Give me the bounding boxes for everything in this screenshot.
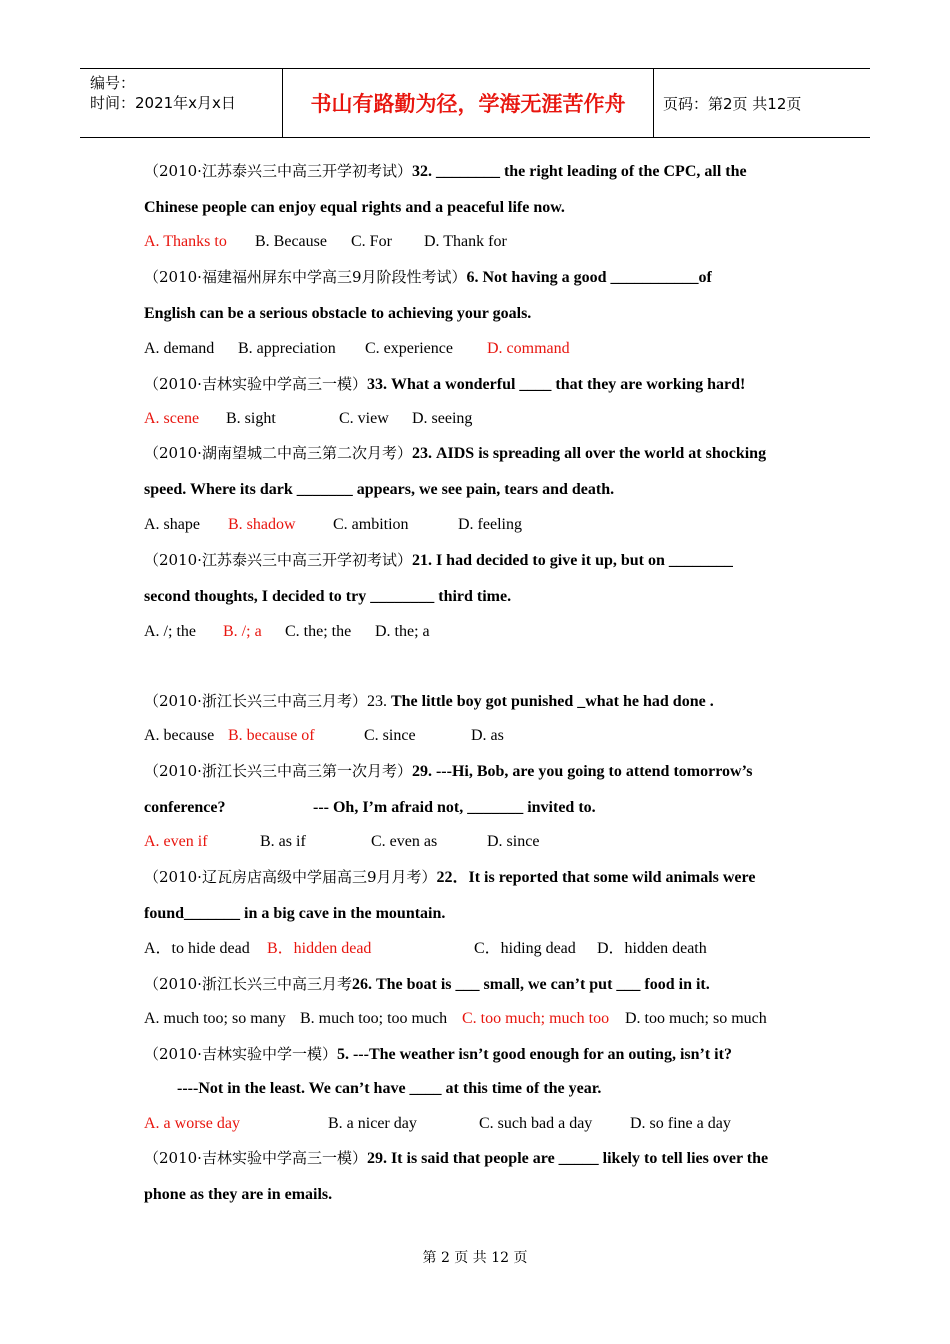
options-row bbox=[144, 939, 814, 959]
option: A. /; the bbox=[144, 623, 196, 640]
question-line: （2010·吉林实验中学高三一模）33. What a wonderful ____ that they are working hard! bbox=[144, 375, 746, 393]
option-answer: C. too much; much too bbox=[462, 1010, 610, 1027]
option: A. demand bbox=[144, 340, 215, 357]
option: D. so fine a day bbox=[630, 1115, 731, 1132]
option: D. seeing bbox=[412, 410, 473, 427]
option: C. the; the bbox=[285, 623, 352, 640]
time-label: 时间：2021年x月x日 bbox=[90, 94, 236, 112]
option: A. shape bbox=[144, 516, 200, 533]
option: D. feeling bbox=[458, 516, 522, 533]
question-line: （2010·湖南望城二中高三第二次月考）23. AIDS is spreading all over the world at shocking bbox=[144, 444, 767, 462]
id-label: 编号： bbox=[90, 74, 136, 92]
options-row bbox=[144, 1114, 814, 1134]
option: D. since bbox=[487, 833, 540, 850]
question-line: phone as they are in emails. bbox=[144, 1186, 333, 1203]
options-row bbox=[144, 726, 814, 746]
option-answer: D. command bbox=[487, 340, 570, 357]
options-row bbox=[144, 832, 814, 852]
option-answer: A. scene bbox=[144, 410, 200, 427]
question-line: （2010·江苏泰兴三中高三开学初考试）21. I had decided to give it up, but on ________ bbox=[144, 551, 733, 569]
option: B. a nicer day bbox=[328, 1115, 417, 1132]
option: D．hidden death bbox=[597, 940, 707, 957]
option: B. appreciation bbox=[238, 340, 336, 357]
option: D. the; a bbox=[375, 623, 430, 640]
option: B. much too; too much bbox=[300, 1010, 448, 1027]
option-answer: B. shadow bbox=[228, 516, 296, 533]
options-row bbox=[144, 232, 814, 252]
option: D. Thank for bbox=[424, 233, 507, 250]
question-line: （2010·浙江长兴三中高三月考26. The boat is ___ small, we can’t put ___ food in it. bbox=[144, 975, 710, 993]
option: C. even as bbox=[371, 833, 438, 850]
option: C. view bbox=[339, 410, 389, 427]
option: C. For bbox=[351, 233, 392, 250]
question-line: （2010·辽瓦房店高级中学届高三9月月考）22．It is reported that some wild animals were bbox=[144, 868, 756, 886]
options-row bbox=[144, 515, 814, 535]
header-table bbox=[80, 68, 870, 138]
option: A. because bbox=[144, 727, 215, 744]
header-meta bbox=[80, 69, 282, 137]
question-line: （2010·吉林实验中学一模）5. ---The weather isn’t good enough for an outing, isn’t it? bbox=[144, 1045, 732, 1063]
question-line: （2010·浙江长兴三中高三第一次月考）29. ---Hi, Bob, are you going to attend tomorrow’s bbox=[144, 762, 753, 780]
question-line: conference? --- Oh, I’m afraid not, _______ invited to. bbox=[144, 799, 596, 816]
option: B. sight bbox=[226, 410, 276, 427]
question-line: （2010·江苏泰兴三中高三开学初考试）32. ________ the right leading of the CPC, all the bbox=[144, 162, 747, 180]
option: B. Because bbox=[255, 233, 327, 250]
option-answer: B. /; a bbox=[223, 623, 262, 640]
page-label: 页码：第2页 共12页 bbox=[663, 94, 802, 113]
option: C．hiding dead bbox=[474, 940, 576, 957]
option: B. as if bbox=[260, 833, 306, 850]
question-line: （2010·浙江长兴三中高三月考）23. The little boy got punished _what he had done . bbox=[144, 692, 714, 710]
question-line: （2010·福建福州屏东中学高三9月阶段性考试）6. Not having a good ___________of bbox=[144, 268, 712, 286]
option-answer: B．hidden dead bbox=[267, 940, 372, 957]
option: C. since bbox=[364, 727, 416, 744]
option-answer: B. because of bbox=[228, 727, 315, 744]
question-line: ----Not in the least. We can’t have ____ at this time of the year. bbox=[177, 1080, 602, 1097]
options-row bbox=[144, 1009, 814, 1029]
option-answer: A. Thanks to bbox=[144, 233, 227, 250]
option: C. ambition bbox=[333, 516, 409, 533]
question-line: speed. Where its dark _______ appears, we see pain, tears and death. bbox=[144, 481, 615, 498]
option: D. too much; so much bbox=[625, 1010, 767, 1027]
option: A．to hide dead bbox=[144, 940, 250, 957]
option: D. as bbox=[471, 727, 504, 744]
options-row bbox=[144, 409, 814, 429]
option: C. such bad a day bbox=[479, 1115, 593, 1132]
option-answer: A. even if bbox=[144, 833, 208, 850]
options-row bbox=[144, 339, 814, 359]
question-line: （2010·吉林实验中学高三一模）29. It is said that people are _____ likely to tell lies over the bbox=[144, 1149, 769, 1167]
option: A. much too; so many bbox=[144, 1010, 286, 1027]
options-row bbox=[144, 622, 814, 642]
question-line: found_______ in a big cave in the mountain. bbox=[144, 905, 446, 922]
question-line: second thoughts, I decided to try ________ third time. bbox=[144, 588, 512, 605]
page-footer: 第 2 页 共 12 页 bbox=[422, 1250, 528, 1266]
option: C. experience bbox=[365, 340, 453, 357]
option-answer: A. a worse day bbox=[144, 1115, 240, 1132]
question-line: Chinese people can enjoy equal rights and a peaceful life now. bbox=[144, 199, 565, 216]
question-line: English can be a serious obstacle to achieving your goals. bbox=[144, 305, 532, 322]
motto: 书山有路勤为径，学海无涯苦作舟 bbox=[282, 69, 654, 137]
